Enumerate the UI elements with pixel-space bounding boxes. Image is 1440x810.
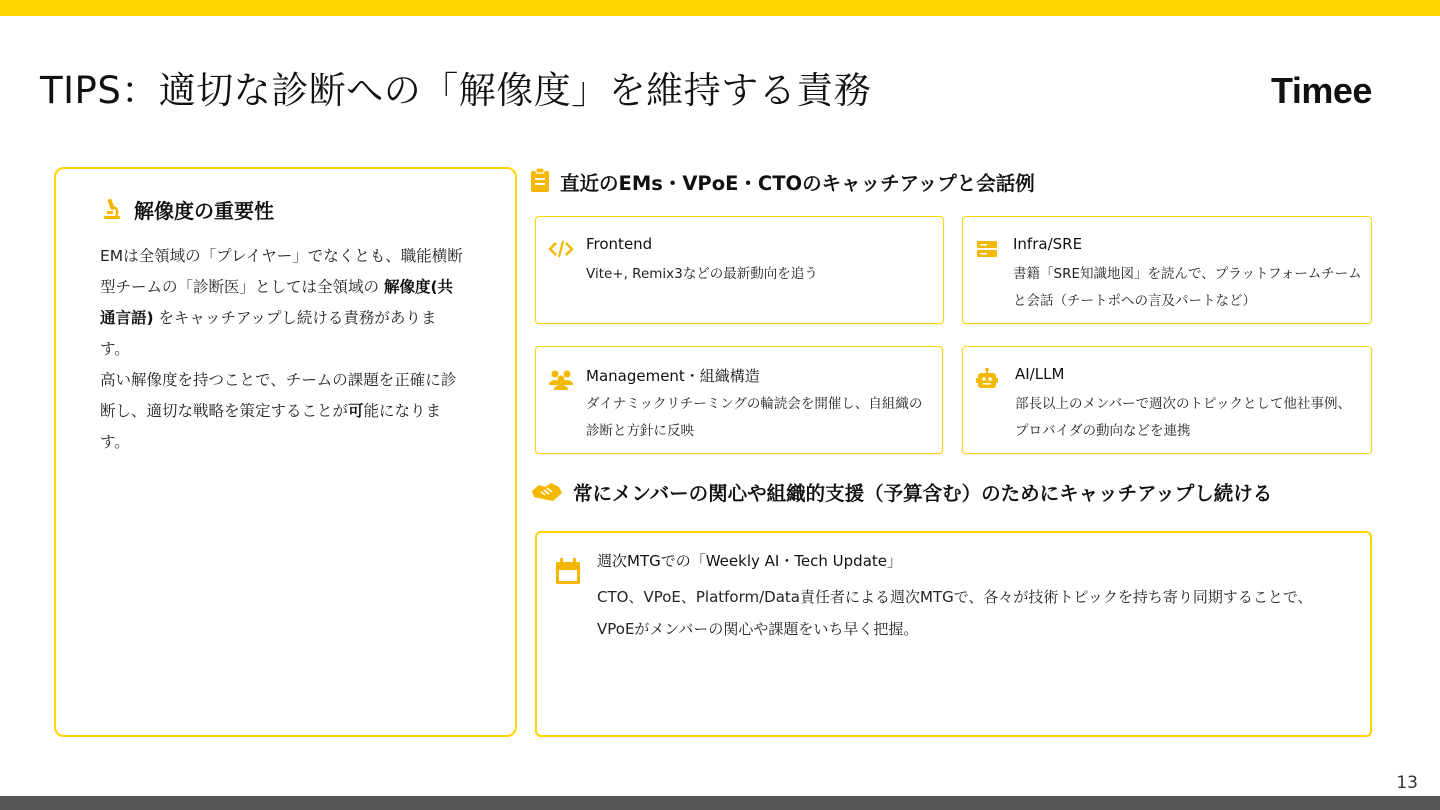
card-frontend-desc: Vite+, Remix3などの最新動向を追う	[586, 266, 818, 282]
importance-body	[100, 241, 465, 458]
continuous-catchup-heading	[531, 477, 1272, 507]
card-ai	[962, 346, 1372, 454]
importance-title: 解像度の重要性	[134, 199, 274, 223]
continuous-catchup-title: 常にメンバーの関心や組織的支援（予算含む）のためにキャッチアップし続ける	[573, 482, 1273, 505]
clipboard-icon	[530, 167, 550, 197]
code-icon	[548, 237, 574, 261]
card-ai-desc: 部長以上のメンバーで週次のトピックとして他社事例、プロバイダの動向などを連携	[1015, 396, 1352, 439]
para1-text-b: をキャッチアップし続ける責務があります。	[100, 309, 437, 358]
weekly-update-card	[535, 531, 1372, 737]
weekly-update-title: 週次MTGでの「Weekly AI・Tech Update」	[597, 552, 903, 570]
card-infra-desc: 書籍「SRE知識地図」を読んで、プラットフォームチームと会話（チートポへの言及パートなど）	[1013, 266, 1362, 309]
weekly-update-desc: CTO、VPoE、Platform/Data責任者による週次MTGで、各々が技術トピックを持ち寄り同期することで、VPoEがメンバーの関心や課題をいち早く把握。	[597, 588, 1313, 638]
card-frontend	[535, 216, 944, 324]
calendar-icon	[554, 557, 582, 587]
page-number: 13	[1396, 773, 1418, 793]
handshake-icon	[531, 477, 563, 507]
para1-text-a: EMは全領域の「プレイヤー」でなくとも、職能横断型チームの「診断医」としては全領域の	[100, 247, 463, 296]
importance-heading	[100, 195, 274, 224]
bottom-bar	[0, 796, 1440, 810]
catchup-examples-title: 直近のEMs・VPoE・CTOのキャッチアップと会話例	[560, 172, 1035, 195]
card-ai-title: AI/LLM	[1015, 365, 1065, 383]
para2-text-b: 能になります。	[100, 402, 442, 451]
importance-paragraph-1	[100, 241, 465, 365]
card-management-title: Management・組織構造	[586, 367, 760, 385]
card-management-desc: ダイナミックリチーミングの輪読会を開催し、自組織の診断と方針に反映	[586, 396, 923, 439]
card-frontend-title: Frontend	[586, 235, 653, 253]
timee-logo: Timee	[1271, 70, 1372, 111]
team-icon	[548, 367, 574, 391]
card-infra	[962, 216, 1372, 324]
importance-panel	[54, 167, 517, 737]
para2-text-a: 高い解像度を持つことで、チームの課題を正確に診断し、適切な戦略を策定することが	[100, 371, 457, 420]
para2-bold: 可	[348, 402, 364, 420]
top-accent-bar	[0, 0, 1440, 16]
server-icon	[975, 237, 1001, 261]
importance-paragraph-2	[100, 365, 465, 458]
para1-bold: 解像度(共通言語)	[100, 278, 454, 327]
catchup-examples-heading	[530, 167, 1035, 197]
card-management	[535, 346, 943, 454]
microscope-icon	[100, 196, 124, 224]
card-infra-title: Infra/SRE	[1013, 235, 1083, 253]
robot-icon	[975, 367, 1001, 391]
page-title: TIPS：適切な診断への「解像度」を維持する責務	[40, 69, 872, 112]
